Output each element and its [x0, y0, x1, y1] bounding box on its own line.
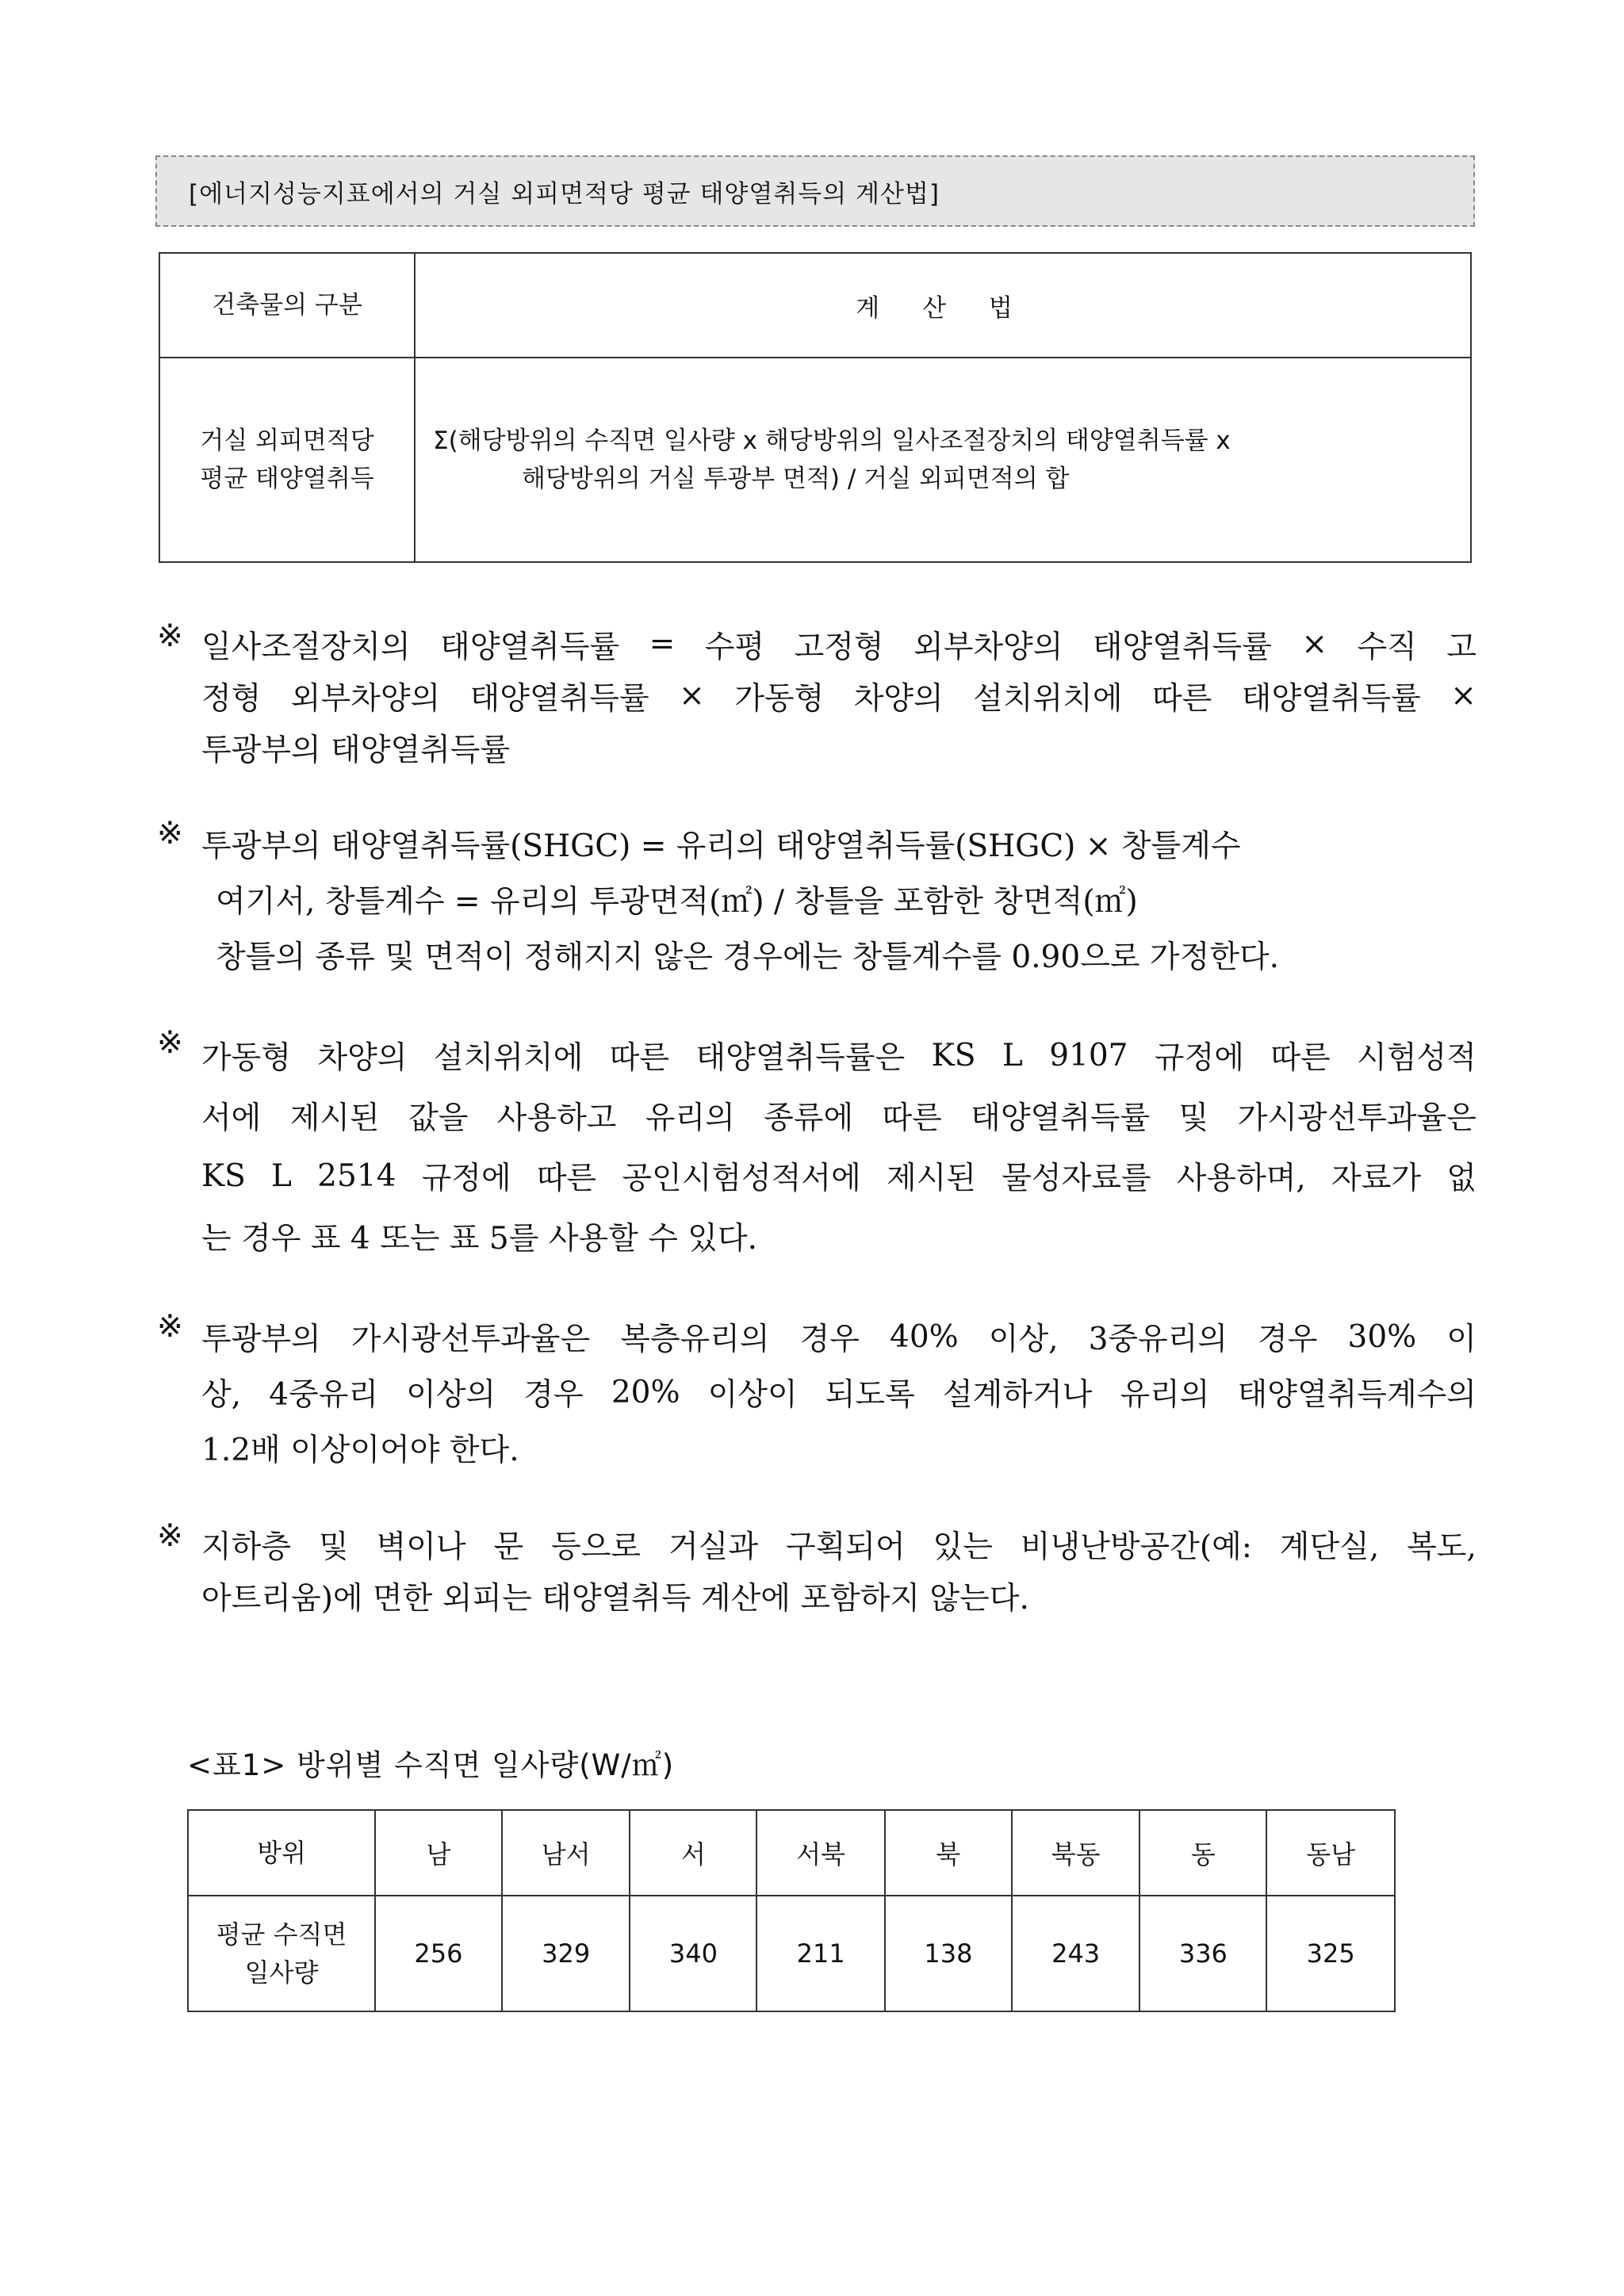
value-cell: 243 — [1012, 1896, 1140, 2011]
direction-cell: 남서 — [502, 1810, 630, 1896]
note-line: 투광부의 가시광선투과율은 복층유리의 경우 40% 이상, 3중유리의 경우 30% 이 — [201, 1318, 1477, 1357]
calculation-method-header — [415, 253, 1471, 358]
notes-section — [157, 618, 1477, 1664]
value-cell: 340 — [630, 1896, 756, 2011]
formula-line1: Σ(해당방위의 수직면 일사량 x 해당방위의 일사조절장치의 태양열취득률 x — [433, 426, 1231, 455]
row-label-line2: 평균 태양열취득 — [200, 465, 374, 493]
direction-cell: 북동 — [1012, 1810, 1140, 1896]
section-header — [155, 155, 1475, 227]
row-label-cell — [159, 358, 415, 562]
note-line: 상, 4중유리 이상의 경우 20% 이상이 되도록 설계하거나 유리의 태양열취득계수의 — [201, 1374, 1477, 1413]
direction-cell: 동 — [1139, 1810, 1266, 1896]
note-line: 1.2배 이상이어야 한다. — [201, 1433, 519, 1468]
note-movable-shading — [157, 1025, 1477, 1266]
solar-radiation-table — [187, 1809, 1396, 2012]
direction-cell: 서 — [630, 1810, 756, 1896]
calculation-method-table — [159, 252, 1472, 563]
note-line: 아트리움)에 면한 외피는 태양열취득 계산에 포함하지 않는다. — [201, 1580, 1029, 1617]
value-row-label-line1: 평균 수직면 — [216, 1919, 347, 1950]
reference-mark-icon: ※ — [157, 1025, 183, 1061]
note-line: 투광부의 태양열취득률 — [201, 732, 511, 768]
direction-cell: 남 — [375, 1810, 502, 1896]
note-line: 여기서, 창틀계수 = 유리의 투광면적(㎡) / 창틀을 포함한 창면적(㎡) — [216, 884, 1138, 920]
value-cell: 325 — [1266, 1896, 1395, 2011]
row-label-line1: 거실 외피면적당 — [200, 426, 374, 455]
note-line: 가동형 차양의 설치위치에 따른 태양열취득률은 KS L 9107 규정에 따른 시험성적 — [201, 1037, 1477, 1076]
reference-mark-icon: ※ — [157, 1309, 183, 1345]
reference-mark-icon: ※ — [157, 1518, 183, 1554]
value-row-label — [188, 1896, 375, 2011]
note-line: 지하층 및 벽이나 문 등으로 거실과 구획되어 있는 비냉난방공간(예: 계단실, 복도, — [201, 1529, 1477, 1565]
note-line: 투광부의 태양열취득률(SHGC) = 유리의 태양열취득률(SHGC) × 창틀계수 — [201, 828, 1241, 864]
value-cell: 329 — [502, 1896, 630, 2011]
note-line: 일사조절장치의 태양열취득률 = 수평 고정형 외부차양의 태양열취득률 × 수직 고 — [201, 626, 1477, 665]
note-line: 는 경우 표 4 또는 표 5를 사용할 수 있다. — [201, 1221, 758, 1257]
direction-cell: 북 — [885, 1810, 1012, 1896]
value-cell: 211 — [756, 1896, 885, 2011]
reference-mark-icon: ※ — [157, 816, 183, 851]
value-cell: 138 — [885, 1896, 1012, 2011]
value-cell: 336 — [1139, 1896, 1266, 2011]
note-visible-transmittance — [157, 1309, 1477, 1475]
direction-header-row — [188, 1810, 1395, 1896]
note-unconditioned-space — [157, 1518, 1477, 1621]
table-header-row — [159, 253, 1471, 358]
note-line: 정형 외부차양의 태양열취득률 × 가동형 차양의 설치위치에 따른 태양열취득률 × — [201, 678, 1477, 717]
building-category-header: 건축물의 구분 — [159, 253, 415, 358]
direction-cell: 서북 — [756, 1810, 885, 1896]
value-cell: 256 — [375, 1896, 502, 2011]
note-line: KS L 2514 규정에 따른 공인시험성적서에 제시된 물성자료를 사용하며, 자료가 없 — [201, 1158, 1477, 1196]
note-shading-device — [157, 618, 1477, 773]
reference-mark-icon: ※ — [157, 618, 183, 654]
section-header-title: [에너지성능지표에서의 거실 외피면적당 평균 태양열취득의 계산법] — [189, 179, 940, 209]
table-row — [188, 1896, 1395, 2011]
formula-line2: 해당방위의 거실 투광부 면적) / 거실 외피면적의 합 — [522, 465, 1070, 493]
note-line: 서에 제시된 값을 사용하고 유리의 종류에 따른 태양열취득률 및 가시광선투과율은 — [201, 1100, 1477, 1136]
value-row-label-line2: 일사량 — [244, 1957, 319, 1988]
direction-cell: 동남 — [1266, 1810, 1395, 1896]
note-shgc — [157, 816, 1477, 982]
table-row — [159, 358, 1471, 562]
direction-header-label: 방위 — [188, 1810, 375, 1896]
formula-cell — [415, 358, 1471, 562]
note-line: 창틀의 종류 및 면적이 정해지지 않은 경우에는 창틀계수를 0.90으로 가정한다. — [216, 939, 1280, 975]
calculation-method-header-text: 계 산 법 — [856, 293, 1030, 323]
table-caption: <표1> 방위별 수직면 일사량(W/㎡) — [187, 1748, 675, 1782]
